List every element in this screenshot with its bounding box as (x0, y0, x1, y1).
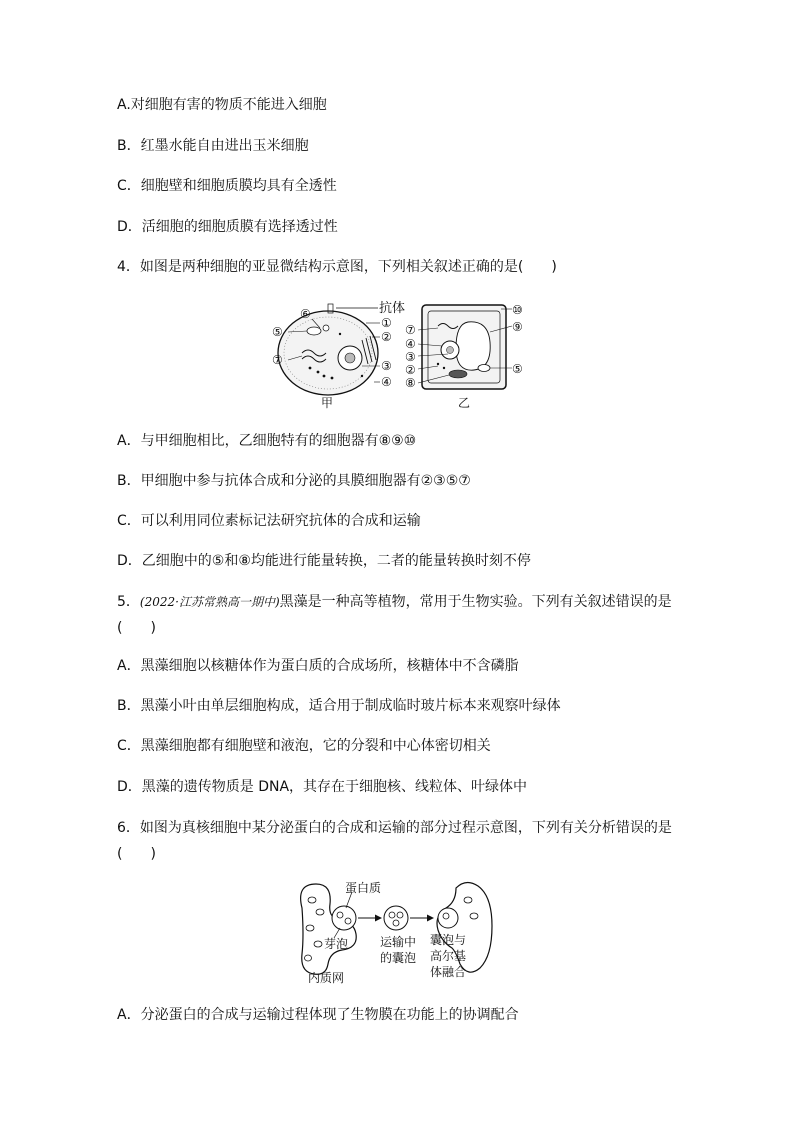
cell-b-label: ⑨ (512, 320, 523, 334)
er-diagram (301, 884, 357, 974)
vesicle-label: 的囊泡 (380, 951, 417, 965)
cell-a-label: ③ (381, 359, 392, 373)
cell-a-label: ⑤ (272, 325, 283, 339)
fusion-label: 高尔基 (430, 949, 467, 963)
cell-a-diagram (272, 300, 405, 410)
q6-option-a: A．分泌蛋白的合成与运输过程体现了生物膜在功能上的协调配合 (117, 1007, 519, 1023)
cell-a-label: ⑥ (300, 307, 311, 321)
q5-paren: ( ) (117, 620, 156, 636)
cell-b-label: ⑦ (405, 323, 416, 337)
cell-b-label: ⑧ (405, 376, 416, 390)
q4-option-b: B．甲细胞中参与抗体合成和分泌的具膜细胞器有②③⑤⑦ (117, 473, 471, 489)
vesicle-label: 运输中 (380, 935, 417, 949)
q4-stem: 4．如图是两种细胞的亚显微结构示意图，下列相关叙述正确的是( ) (117, 259, 557, 275)
q4-option-d: D．乙细胞中的⑤和⑧均能进行能量转换，二者的能量转换时刻不停 (117, 553, 531, 569)
fusion-label: 囊泡与 (430, 933, 467, 947)
fusion-label: 体融合 (430, 965, 467, 979)
q5-option-c: C．黑藻细胞都有细胞壁和液泡，它的分裂和中心体密切相关 (117, 738, 491, 754)
q4-option-a: A．与甲细胞相比，乙细胞特有的细胞器有⑧⑨⑩ (117, 433, 417, 449)
q6-stem: 6．如图为真核细胞中某分泌蛋白的合成和运输的部分过程示意图，下列有关分析错误的是 (117, 820, 672, 836)
cell-structure-figure (262, 298, 532, 413)
q3-option-a: A.对细胞有害的物质不能进入细胞 (117, 97, 327, 113)
cell-b-diagram (405, 303, 523, 410)
secretory-protein-figure (296, 878, 502, 988)
q5-option-a: A．黑藻细胞以核糖体作为蛋白质的合成场所，核糖体中不含磷脂 (117, 658, 519, 674)
er-label: 内质网 (308, 971, 345, 985)
q6-paren: ( ) (117, 846, 156, 862)
protein-label: 蛋白质 (345, 881, 382, 895)
q3-option-c: C．细胞壁和细胞质膜均具有全透性 (117, 178, 337, 194)
q5-stem-text: 黑藻是一种高等植物，常用于生物实验。下列有关叙述错误的是 (279, 594, 672, 610)
q3-option-b: B．红墨水能自由进出玉米细胞 (117, 138, 309, 154)
cell-a-label: ② (381, 330, 392, 344)
cell-b-label: ⑩ (512, 303, 523, 317)
q5-number: 5． (117, 594, 140, 610)
q5-option-b: B．黑藻小叶由单层细胞构成，适合用于制成临时玻片标本来观察叶绿体 (117, 698, 561, 714)
antibody-label: 抗体 (379, 301, 406, 316)
q5-option-d: D．黑藻的遗传物质是 DNA，其存在于细胞核、线粒体、叶绿体中 (117, 779, 528, 795)
cell-a-label: ④ (381, 375, 392, 389)
q5-source: (2022·江苏常熟高一期中) (139, 595, 280, 609)
q4-option-c: C．可以利用同位素标记法研究抗体的合成和运输 (117, 513, 421, 529)
q5-stem (117, 593, 672, 611)
transport-vesicle (384, 906, 408, 930)
cell-a-label: ① (381, 316, 392, 330)
cell-b-label: ⑤ (512, 362, 523, 376)
cell-b-label: ③ (405, 350, 416, 364)
q3-option-d: D．活细胞的细胞质膜有选择透过性 (117, 219, 338, 235)
cell-b-label: ④ (405, 337, 416, 351)
cell-a-caption: 甲 (321, 396, 334, 410)
cell-a-label: ⑦ (272, 353, 283, 367)
bud-label: 芽泡 (324, 937, 349, 951)
cell-b-label: ② (405, 363, 416, 377)
cell-b-caption: 乙 (458, 396, 471, 410)
